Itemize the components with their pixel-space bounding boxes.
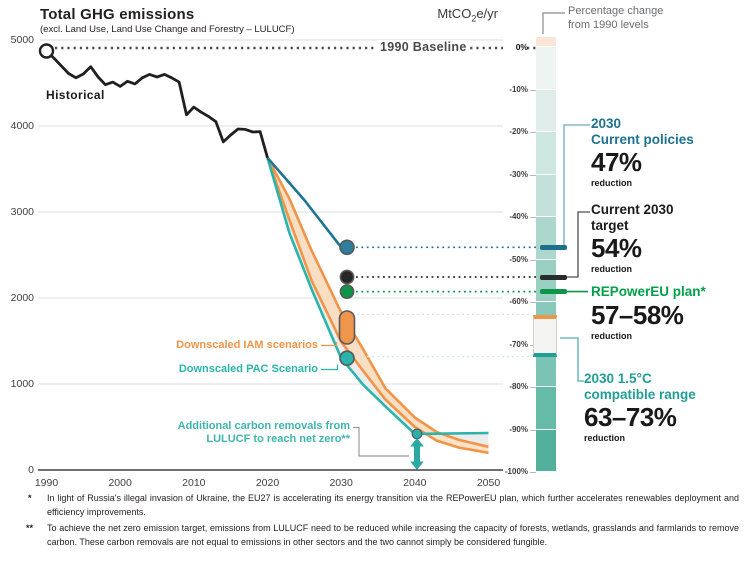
scale-tick-mark bbox=[530, 217, 536, 218]
scale-tick-mark bbox=[530, 472, 536, 473]
historical-series-label: Historical bbox=[46, 88, 105, 102]
y-tick-label: 0 bbox=[28, 464, 34, 476]
scale-segment bbox=[536, 47, 556, 89]
ghg-emissions-chart: Total GHG emissions (excl. Land Use, Land Use Change and Forestry – LULUCF) MtCO$_2$e/yr 5000 4000 3000 2000 1000 0 1990 2000 2010 2020 2030 2040 2050 Historical 1990 Baseline Downscaled IAM scenarios Downscaled PAC Scenario Additional carbon removals from LULUCF to reach net zero** Percentage change from 1990 levels 0% -10% -20% -30% -40% -50% -60% -70% -80% -90% -100% 2030 Current policies 47% reduction Current 2030 target 54% reduction REPowerEU plan* 57–58% reduction 2030 1.5°C compatible range 63–73% reduction * In light of Russia's illegal invasion of Ukraine, the EU27 is accelerating its energy transition via the REPowerEU plan, which further accelerates renewables deployment and efficiency improvements. ** To achieve the net zero emission target, emissions from LULUCF need to be reduced while increasing the capacity of forests, wetlands, grasslands and farmlands to remove carbon. These carbon removals are not equal to emissions in other sectors and the two cannot simply be considered fungible. bbox=[0, 0, 753, 568]
scale-tick-mark bbox=[530, 387, 536, 388]
x-tick-label: 2020 bbox=[255, 477, 280, 489]
current-policies-scale-tick bbox=[540, 245, 567, 250]
annotation-repowereu: REPowerEU plan* 57–58% reduction bbox=[591, 284, 706, 341]
x-tick-label: 2010 bbox=[182, 477, 206, 489]
scale-title: Percentage change from 1990 levels bbox=[568, 5, 664, 31]
net-zero-removals-label: Additional carbon removals from LULUCF to reach net zero** bbox=[177, 420, 350, 445]
scale-tick-label: -50% bbox=[509, 254, 528, 264]
pac-2040-marker bbox=[412, 429, 422, 439]
scale-tick-mark bbox=[530, 90, 536, 91]
repowereu-scale-tick bbox=[540, 289, 567, 294]
x-tick-label: 1990 bbox=[34, 477, 59, 489]
scale-segment bbox=[536, 260, 556, 302]
current-target-marker bbox=[340, 270, 353, 283]
baseline-start-marker bbox=[40, 45, 53, 58]
scale-tick-mark bbox=[530, 260, 536, 261]
x-tick-label: 2040 bbox=[403, 477, 427, 489]
current-target-scale-tick bbox=[540, 275, 567, 280]
pac-series-label: Downscaled PAC Scenario bbox=[178, 363, 318, 375]
scale-segment bbox=[536, 90, 556, 132]
scale-tick-label: -60% bbox=[509, 297, 528, 306]
baseline-label: 1990 Baseline bbox=[377, 40, 470, 54]
y-tick-label: 3000 bbox=[10, 206, 34, 218]
scale-segment bbox=[536, 132, 556, 174]
scale-segment bbox=[536, 430, 556, 472]
iam-series-label: Downscaled IAM scenarios bbox=[176, 339, 318, 351]
iam-range-marker bbox=[340, 311, 355, 344]
scale-tick-label: -80% bbox=[509, 382, 528, 391]
scale-segment bbox=[536, 387, 556, 429]
annotation-current-policies: 2030 Current policies 47% reduction bbox=[591, 116, 694, 188]
x-tick-label: 2030 bbox=[329, 477, 353, 489]
gridlines bbox=[38, 40, 503, 384]
iam-lower-line bbox=[268, 158, 489, 453]
pac-iam-gap-fill bbox=[268, 158, 489, 447]
x-tick-label: 2050 bbox=[476, 477, 501, 489]
x-tick-label: 2000 bbox=[108, 477, 132, 489]
scale-tick-mark bbox=[530, 132, 536, 133]
y-axis-unit-label: MtCO$_2$e/yr bbox=[437, 6, 498, 24]
scale-tick-label: -40% bbox=[509, 212, 528, 221]
scale-tick-label: -100% bbox=[504, 467, 528, 476]
scale-tick-label: -10% bbox=[509, 84, 528, 94]
page-title: Total GHG emissions bbox=[40, 6, 195, 23]
y-tick-label: 1000 bbox=[10, 378, 34, 390]
scale-tick-label: -70% bbox=[509, 339, 528, 349]
scale-tick-mark bbox=[530, 302, 536, 303]
y-tick-label: 2000 bbox=[10, 292, 34, 304]
iam-upper-line bbox=[268, 158, 489, 447]
scale-tick-mark bbox=[530, 430, 536, 431]
percentage-scale-bar bbox=[536, 37, 556, 473]
current-policies-marker bbox=[340, 240, 354, 254]
scale-tick-mark bbox=[530, 175, 536, 176]
scale-tick-label: -90% bbox=[509, 424, 528, 434]
markers-2030 bbox=[340, 240, 422, 438]
repowereu-marker bbox=[340, 285, 353, 298]
annotation-compatible-range: 2030 1.5°C compatible range 63–73% reduction bbox=[584, 371, 696, 443]
net-zero-removals-arrow bbox=[410, 438, 424, 470]
scale-tick-label: -30% bbox=[509, 169, 528, 179]
scale-tick-label: 0% bbox=[515, 42, 528, 52]
chart-subtitle: (excl. Land Use, Land Use Change and Forestry – LULUCF) bbox=[40, 24, 295, 35]
compatible-range-box bbox=[533, 315, 557, 357]
scale-segment bbox=[536, 217, 556, 259]
pac-marker bbox=[340, 351, 354, 365]
historical-line bbox=[47, 51, 268, 158]
y-tick-label: 4000 bbox=[10, 120, 34, 132]
scale-cap bbox=[536, 37, 556, 46]
annotation-current-target: Current 2030 target 54% reduction bbox=[591, 202, 674, 274]
scale-tick-label: -20% bbox=[509, 127, 528, 136]
y-tick-label: 5000 bbox=[10, 34, 34, 46]
iam-band-fill bbox=[268, 158, 489, 453]
scale-segment bbox=[536, 175, 556, 217]
